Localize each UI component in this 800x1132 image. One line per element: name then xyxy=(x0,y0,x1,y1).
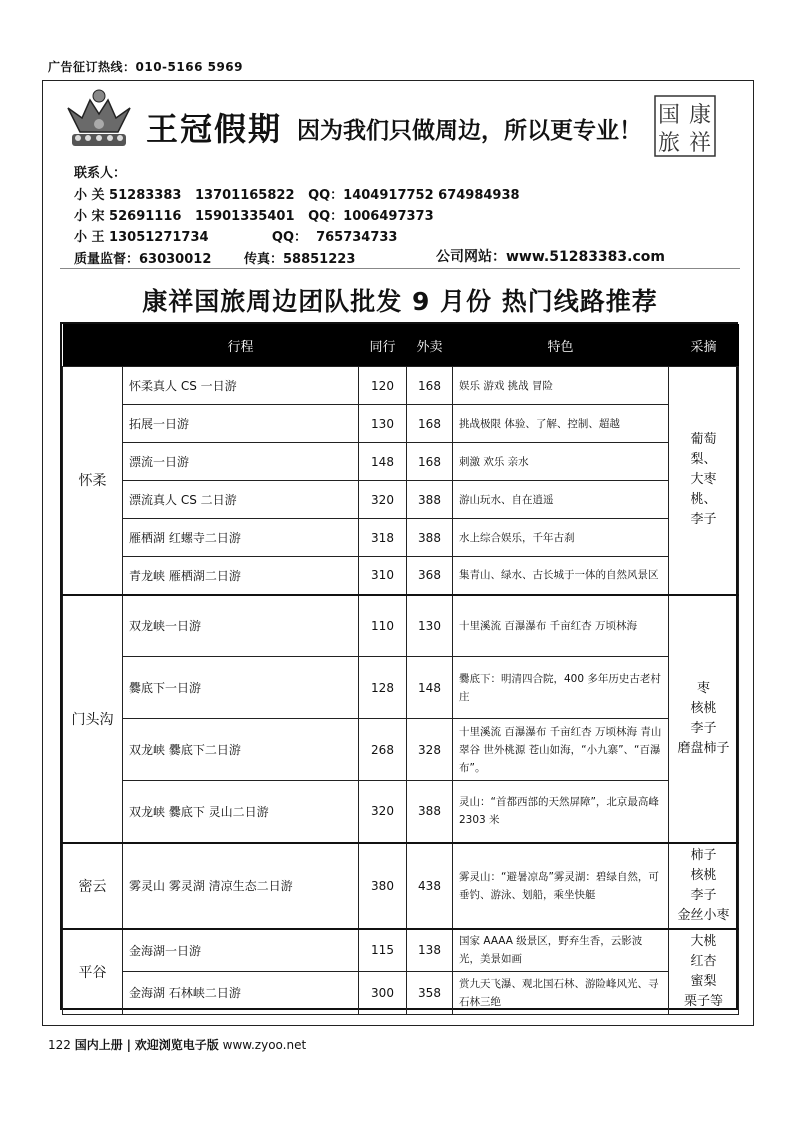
picking-cell: 大桃 红杏 蜜梨 栗子等 xyxy=(669,929,739,1015)
feature-cell: 十里溪流 百瀑瀑布 千亩红杏 万顷林海 xyxy=(453,595,669,657)
route-cell: 怀柔真人 CS 一日游 xyxy=(123,367,359,405)
peer-price-cell: 300 xyxy=(359,971,407,1014)
route-cell: 青龙峡 雁栖湖二日游 xyxy=(123,557,359,595)
peer-price-cell: 130 xyxy=(359,405,407,443)
retail-price-cell: 168 xyxy=(407,405,453,443)
table-row xyxy=(63,443,739,481)
peer-price-cell: 110 xyxy=(359,595,407,657)
table-row xyxy=(63,557,739,595)
header-retail-price: 外卖 xyxy=(407,324,453,367)
peer-price-cell: 318 xyxy=(359,519,407,557)
route-cell: 漂流真人 CS 二日游 xyxy=(123,481,359,519)
retail-price-cell: 130 xyxy=(407,595,453,657)
header-picking: 采摘 xyxy=(669,324,739,367)
retail-price-cell: 388 xyxy=(407,781,453,843)
feature-cell: 赏九天飞瀑、观北国石林、游险峰风光、寻石林三绝 xyxy=(453,971,669,1014)
peer-price-cell: 380 xyxy=(359,843,407,929)
area-cell: 门头沟 xyxy=(63,595,123,843)
peer-price-cell: 148 xyxy=(359,443,407,481)
feature-cell: 娱乐 游戏 挑战 冒险 xyxy=(453,367,669,405)
routes-table xyxy=(62,324,739,1015)
route-cell: 雾灵山 雾灵湖 清凉生态二日游 xyxy=(123,843,359,929)
feature-cell: 挑战极限 体验、了解、控制、超越 xyxy=(453,405,669,443)
footer-site-link[interactable]: www.zyoo.net xyxy=(222,1038,307,1052)
feature-cell: 十里溪流 百瀑瀑布 千亩红杏 万顷林海 青山翠谷 世外桃源 苍山如海，“小九寨”、“百瀑布”。 xyxy=(453,719,669,781)
table-row xyxy=(63,719,739,781)
feature-cell: 集青山、绿水、古长城于一体的自然风景区 xyxy=(453,557,669,595)
logo-character: 祥 xyxy=(688,131,712,156)
feature-cell: 国家 AAAA 级景区，野弃生香，云影波光，美景如画 xyxy=(453,929,669,972)
footer-promo: 欢迎浏览电子版 xyxy=(134,1038,219,1052)
contact-line: 小 宋 52691116 15901335401 QQ：1006497373 xyxy=(74,209,434,224)
feature-cell: 灵山：“首都西部的天然屏障”，北京最高峰 2303 米 xyxy=(453,781,669,843)
route-cell: 拓展一日游 xyxy=(123,405,359,443)
route-cell: 金海湖一日游 xyxy=(123,929,359,972)
route-cell: 双龙峡一日游 xyxy=(123,595,359,657)
picking-cell: 葡萄 梨、 大枣 桃、 李子 xyxy=(669,367,739,595)
area-cell: 平谷 xyxy=(63,929,123,1015)
header-peer-price: 同行 xyxy=(359,324,407,367)
feature-cell: 游山玩水、自在逍遥 xyxy=(453,481,669,519)
table-row xyxy=(63,781,739,843)
area-cell: 怀柔 xyxy=(63,367,123,595)
table-row xyxy=(63,481,739,519)
route-cell: 双龙峡 爨底下 灵山二日游 xyxy=(123,781,359,843)
logo-character: 旅 xyxy=(657,131,681,156)
logo-character: 康 xyxy=(688,103,712,128)
peer-price-cell: 115 xyxy=(359,929,407,972)
footer-separator: | xyxy=(126,1038,131,1052)
picking-cell: 柿子 核桃 李子 金丝小枣 xyxy=(669,843,739,929)
picking-cell: 枣 核桃 李子 磨盘柿子 xyxy=(669,595,739,843)
page-footer xyxy=(48,1036,306,1053)
route-cell: 爨底下一日游 xyxy=(123,657,359,719)
retail-price-cell: 388 xyxy=(407,519,453,557)
ad-hotline: 广告征订热线：010-5166 5969 xyxy=(48,60,244,74)
table-row xyxy=(63,971,739,1014)
table-row xyxy=(63,405,739,443)
table-header-row xyxy=(63,324,739,367)
company-logo-icon xyxy=(654,95,716,157)
contact-line: 小 关 51283383 13701165822 QQ：1404917752 674984938 xyxy=(74,188,520,203)
peer-price-cell: 128 xyxy=(359,657,407,719)
peer-price-cell: 320 xyxy=(359,481,407,519)
feature-cell: 雾灵山：“避暑凉岛”雾灵湖：碧绿自然，可垂钓、游泳、划船，乘坐快艇 xyxy=(453,843,669,929)
retail-price-cell: 438 xyxy=(407,843,453,929)
feature-cell: 水上综合娱乐，千年古刹 xyxy=(453,519,669,557)
brand-slogan: 因为我们只做周边，所以更专业！ xyxy=(297,118,642,144)
route-cell: 双龙峡 爨底下二日游 xyxy=(123,719,359,781)
header-feature: 特色 xyxy=(453,324,669,367)
feature-cell: 爨底下：明清四合院，400 多年历史古老村庄 xyxy=(453,657,669,719)
retail-price-cell: 328 xyxy=(407,719,453,781)
company-website: 公司网站：www.51283383.com xyxy=(436,249,665,265)
retail-price-cell: 168 xyxy=(407,443,453,481)
table-row xyxy=(63,929,739,972)
route-cell: 漂流一日游 xyxy=(123,443,359,481)
route-cell: 金海湖 石林峡二日游 xyxy=(123,971,359,1014)
retail-price-cell: 368 xyxy=(407,557,453,595)
logo-character: 国 xyxy=(657,103,681,128)
feature-cell: 刺激 欢乐 亲水 xyxy=(453,443,669,481)
header-area xyxy=(63,324,123,367)
retail-price-cell: 138 xyxy=(407,929,453,972)
retail-price-cell: 358 xyxy=(407,971,453,1014)
header-route: 行程 xyxy=(123,324,359,367)
quality-hotline: 质量监督：63030012 xyxy=(74,252,212,267)
route-cell: 雁栖湖 红螺寺二日游 xyxy=(123,519,359,557)
peer-price-cell: 310 xyxy=(359,557,407,595)
contacts-heading: 联系人： xyxy=(74,166,127,181)
retail-price-cell: 388 xyxy=(407,481,453,519)
table-row xyxy=(63,519,739,557)
peer-price-cell: 120 xyxy=(359,367,407,405)
table-row xyxy=(63,595,739,657)
retail-price-cell: 168 xyxy=(407,367,453,405)
fax-number: 传真：58851223 xyxy=(244,252,356,267)
area-cell: 密云 xyxy=(63,843,123,929)
page-number: 122 xyxy=(48,1038,71,1052)
section-name: 国内上册 xyxy=(74,1038,123,1052)
contact-line: 小 王 13051271734 QQ： 765734733 xyxy=(74,230,398,245)
table-row xyxy=(63,843,739,929)
retail-price-cell: 148 xyxy=(407,657,453,719)
peer-price-cell: 268 xyxy=(359,719,407,781)
table-row xyxy=(63,657,739,719)
brand-name: 王冠假期 xyxy=(146,110,283,148)
page-title: 康祥国旅周边团队批发 9 月份 热门线路推荐 xyxy=(142,287,658,316)
table-row xyxy=(63,367,739,405)
divider xyxy=(60,268,740,269)
crown-logo-icon xyxy=(62,88,136,152)
peer-price-cell: 320 xyxy=(359,781,407,843)
